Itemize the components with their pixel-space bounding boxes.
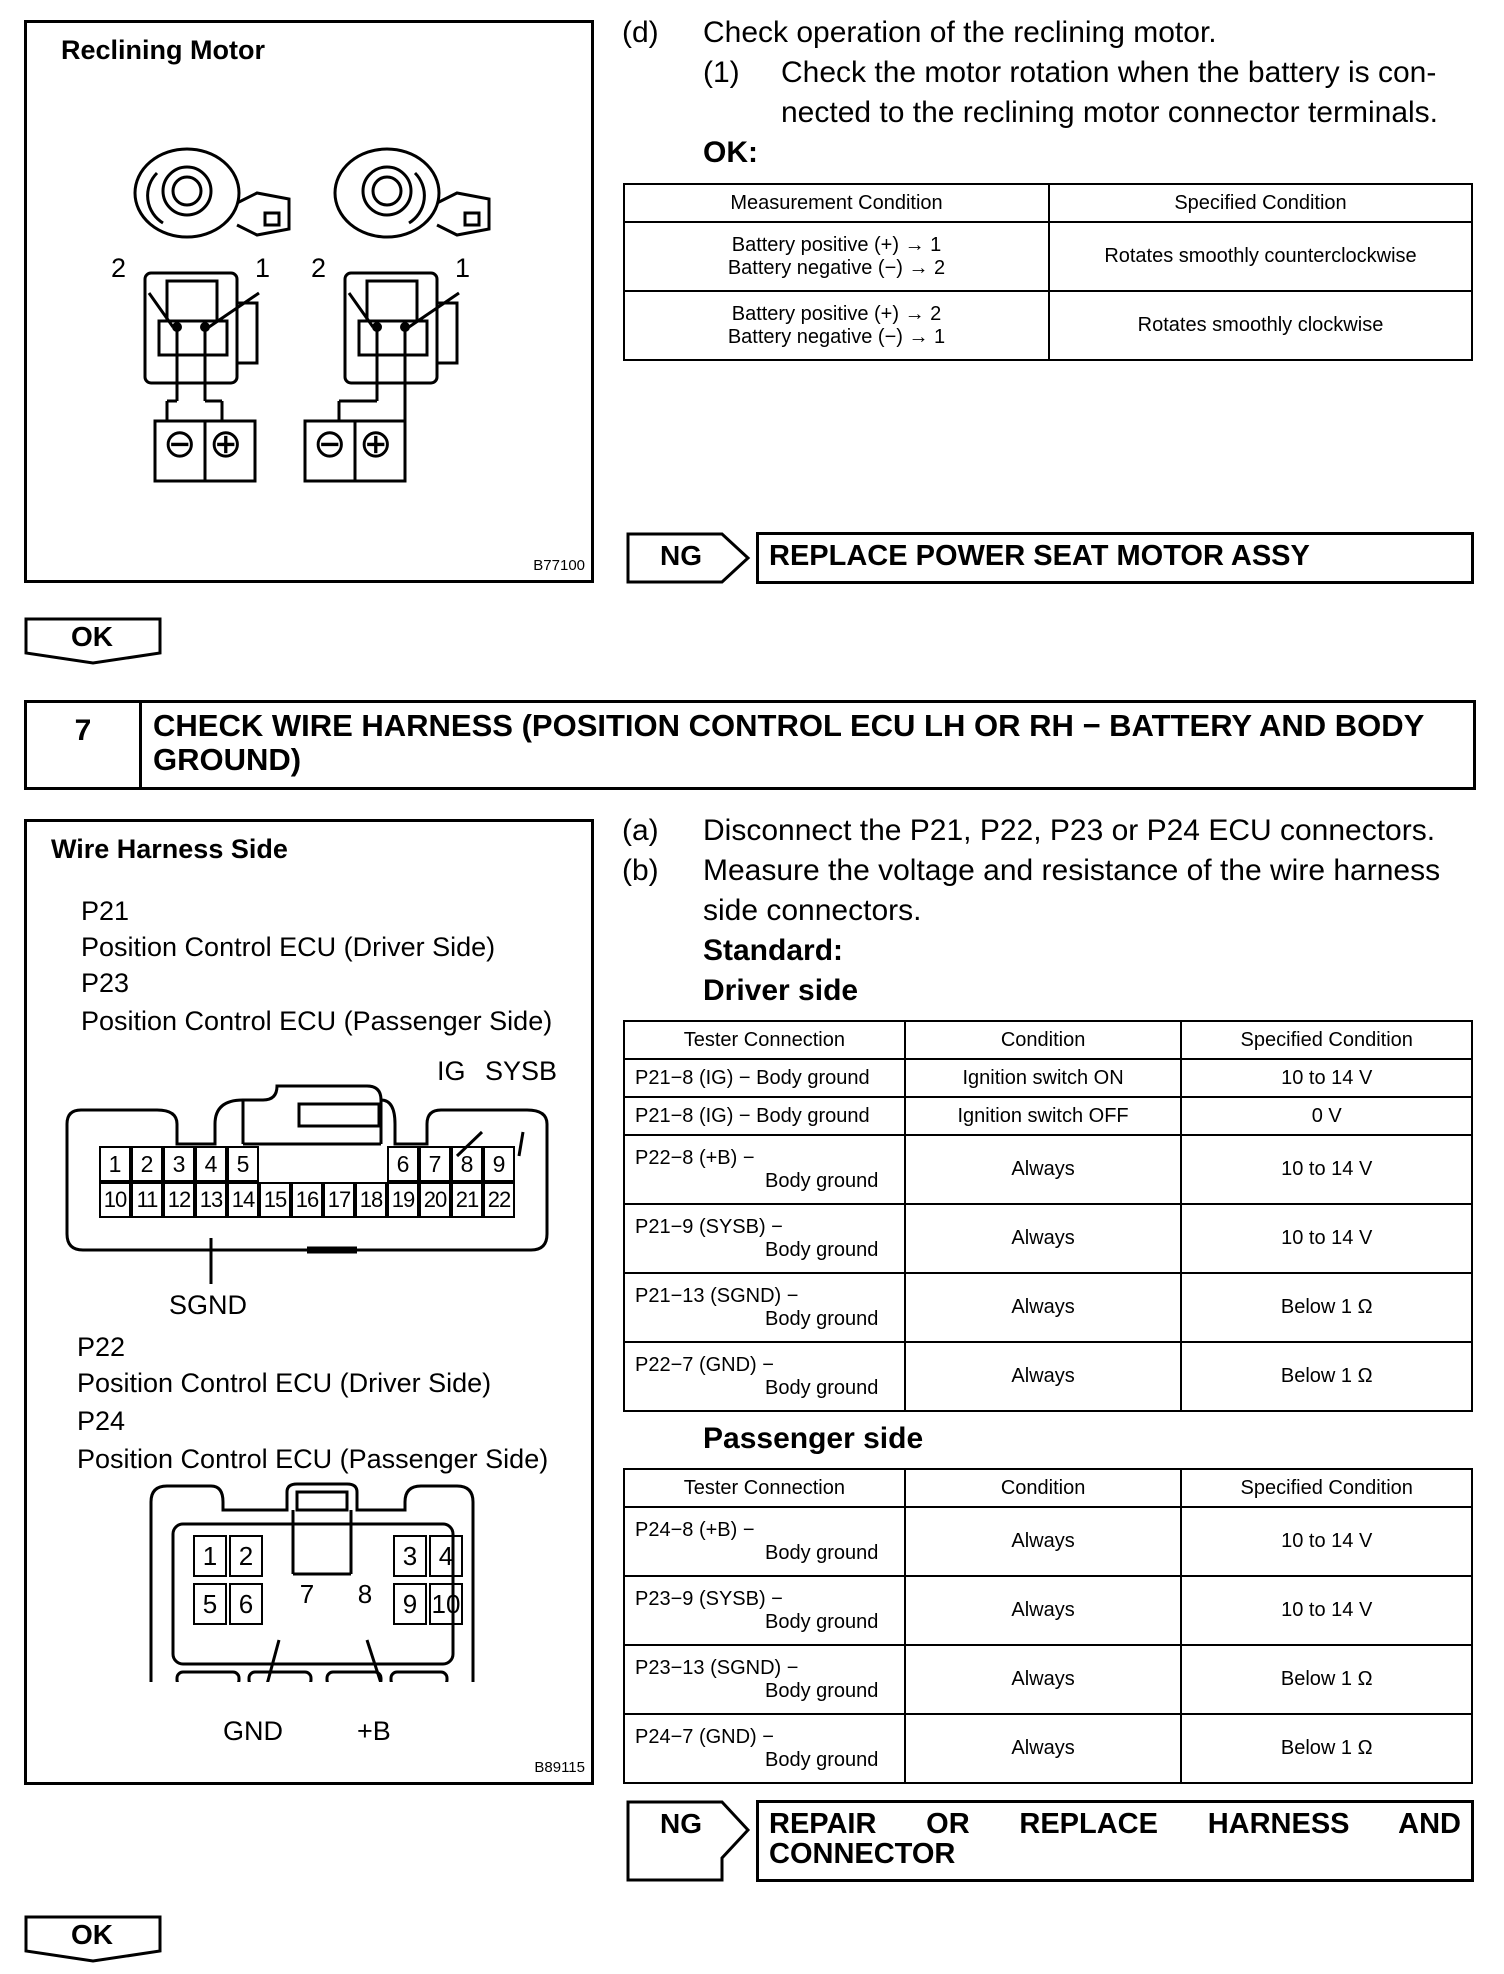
- connection-line1: P24−7 (GND) −: [635, 1725, 774, 1748]
- figure-title: Wire Harness Side: [51, 834, 288, 864]
- pin-cell: 8: [357, 1579, 373, 1609]
- pin-cell: 4: [195, 1146, 227, 1182]
- step-d1-label: (1): [703, 56, 740, 89]
- condition-cell: Always: [905, 1507, 1182, 1576]
- specified-condition-cell: 10 to 14 V: [1181, 1059, 1472, 1097]
- step-d-label: (d): [622, 16, 659, 49]
- pin-cell: 3: [163, 1146, 195, 1182]
- passenger-side-label: Passenger side: [703, 1422, 924, 1455]
- tester-connection-cell: [624, 1059, 905, 1097]
- pin-cell: 12: [163, 1182, 195, 1218]
- pin-cell: 10: [99, 1182, 131, 1218]
- tester-connection-cell: [624, 1097, 905, 1135]
- pin-cell: 9: [393, 1583, 427, 1625]
- battery-positive-right: ⊕: [359, 422, 393, 466]
- ng-action-line1: REPAIR OR REPLACE HARNESS AND: [769, 1808, 1461, 1840]
- step-a-label: (a): [622, 814, 659, 847]
- connection-line1: P21−8 (IG) − Body ground: [635, 1104, 870, 1127]
- header-cell: Condition: [905, 1021, 1182, 1059]
- specified-condition-cell: 10 to 14 V: [1181, 1576, 1472, 1645]
- step-d1-line1: Check the motor rotation when the battery is con-: [781, 56, 1437, 89]
- table-row: [624, 1645, 1472, 1714]
- connection-line1: P24−8 (+B) −: [635, 1518, 755, 1541]
- table-row: [624, 291, 1472, 360]
- tester-connection-cell: [624, 1273, 905, 1342]
- sysb-pin-label: SYSB: [485, 1056, 558, 1086]
- connector-10-pin-diagram: [27, 1462, 591, 1682]
- ig-pin-label: IG: [437, 1056, 466, 1086]
- figure-code: B77100: [533, 557, 585, 574]
- battery-negative-left: ⊖: [163, 422, 197, 466]
- table-row: [624, 1059, 1472, 1097]
- pin-cell: 2: [229, 1535, 263, 1577]
- pin-cell: 20: [419, 1182, 451, 1218]
- passenger-side-table: [623, 1468, 1473, 1784]
- specified-condition-cell: Below 1 Ω: [1181, 1645, 1472, 1714]
- connector-p22-label: P22: [77, 1332, 126, 1362]
- driver-side-table: [623, 1020, 1473, 1412]
- connection-line2: Body ground: [765, 1748, 879, 1771]
- ok-label: OK: [71, 621, 113, 652]
- table-row: [624, 222, 1472, 291]
- step-b-line1: Measure the voltage and resistance of the wire harness: [703, 854, 1441, 887]
- pin-cell: 2: [131, 1146, 163, 1182]
- pin-cell: 8: [451, 1146, 483, 1182]
- specified-condition-cell: Below 1 Ω: [1181, 1273, 1472, 1342]
- header-cell: Specified Condition: [1181, 1021, 1472, 1059]
- gnd-pin-label: GND: [223, 1716, 283, 1746]
- condition-cell: Always: [905, 1714, 1182, 1783]
- connector-p23-desc: Position Control ECU (Passenger Side): [81, 1006, 553, 1036]
- sgnd-pin-label: SGND: [169, 1290, 248, 1320]
- header-specified-condition: Specified Condition: [1049, 184, 1472, 222]
- connector-p24-desc: Position Control ECU (Passenger Side): [77, 1444, 549, 1474]
- condition-line2: Battery negative (−) → 2: [727, 256, 946, 279]
- pin-cell: 16: [291, 1182, 323, 1218]
- tester-connection-cell: [624, 1507, 905, 1576]
- connection-line1: P21−8 (IG) − Body ground: [635, 1066, 870, 1089]
- header-cell: Tester Connection: [624, 1469, 905, 1507]
- battery-negative-right: ⊖: [313, 422, 347, 466]
- table-row: [624, 1204, 1472, 1273]
- pin-cell: 10: [429, 1583, 463, 1625]
- terminal-1-label-right: 1: [455, 253, 471, 283]
- pin-cell: 6: [387, 1146, 419, 1182]
- condition-cell: Always: [905, 1135, 1182, 1204]
- step-b-label: (b): [622, 854, 659, 887]
- step-7-header: [24, 700, 1476, 790]
- step-number: 7: [27, 703, 142, 787]
- specified-condition-cell: Below 1 Ω: [1181, 1342, 1472, 1411]
- pin-cell: 18: [355, 1182, 387, 1218]
- ok-tab-1: [24, 617, 164, 667]
- connection-line2: Body ground: [765, 1376, 879, 1399]
- specified-condition-cell: 10 to 14 V: [1181, 1135, 1472, 1204]
- result-cell: Rotates smoothly counterclockwise: [1049, 222, 1472, 291]
- pin-cell: 13: [195, 1182, 227, 1218]
- tester-connection-cell: [624, 1342, 905, 1411]
- ok-criteria-label: OK:: [703, 136, 758, 169]
- pin-cell: 17: [323, 1182, 355, 1218]
- condition-cell: Ignition switch OFF: [905, 1097, 1182, 1135]
- tester-connection-cell: [624, 1204, 905, 1273]
- pin-cell: 1: [193, 1535, 227, 1577]
- connector-p21-label: P21: [81, 896, 130, 926]
- connection-line1: P22−7 (GND) −: [635, 1353, 774, 1376]
- terminal-2-label-left: 2: [111, 253, 127, 283]
- connector-p21-desc: Position Control ECU (Driver Side): [81, 932, 496, 962]
- pin-cell: 1: [99, 1146, 131, 1182]
- ng-action: REPLACE POWER SEAT MOTOR ASSY: [756, 532, 1474, 584]
- connection-line2: Body ground: [765, 1307, 879, 1330]
- specified-condition-cell: 0 V: [1181, 1097, 1472, 1135]
- pin-cell: 22: [483, 1182, 515, 1218]
- connection-line1: P21−9 (SYSB) −: [635, 1215, 783, 1238]
- pin-cell: 15: [259, 1182, 291, 1218]
- pin-cell: 7: [299, 1579, 315, 1609]
- pin-cell: 21: [451, 1182, 483, 1218]
- connector-p22-desc: Position Control ECU (Driver Side): [77, 1368, 492, 1398]
- connection-line1: P23−13 (SGND) −: [635, 1656, 799, 1679]
- specified-condition-cell: 10 to 14 V: [1181, 1507, 1472, 1576]
- figure-code: B89115: [534, 1759, 585, 1776]
- specified-condition-cell: 10 to 14 V: [1181, 1204, 1472, 1273]
- condition-cell: Always: [905, 1342, 1182, 1411]
- pin-cell: 6: [229, 1583, 263, 1625]
- step-d1-line2: nected to the reclining motor connector terminals.: [781, 96, 1438, 129]
- figure-title: Reclining Motor: [61, 35, 265, 65]
- connection-line2: Body ground: [765, 1679, 879, 1702]
- pin-cell: 9: [483, 1146, 515, 1182]
- connection-line1: P22−8 (+B) −: [635, 1146, 755, 1169]
- pin-cell: 4: [429, 1535, 463, 1577]
- header-cell: Specified Condition: [1181, 1469, 1472, 1507]
- tester-connection-cell: [624, 1645, 905, 1714]
- step-a-text: Disconnect the P21, P22, P23 or P24 ECU connectors.: [703, 814, 1436, 847]
- pin-cell: 14: [227, 1182, 259, 1218]
- pin-cell: 19: [387, 1182, 419, 1218]
- ng-action: [756, 1800, 1474, 1882]
- table-row: [624, 1714, 1472, 1783]
- result-cell: Rotates smoothly clockwise: [1049, 291, 1472, 360]
- pin-cell: 5: [227, 1146, 259, 1182]
- pin-cell: 7: [419, 1146, 451, 1182]
- plus-b-pin-label: +B: [357, 1716, 391, 1746]
- connector-p23-label: P23: [81, 968, 130, 998]
- connection-line1: P21−13 (SGND) −: [635, 1284, 799, 1307]
- standard-label: Standard:: [703, 934, 844, 967]
- ng-tag: NG: [660, 540, 702, 571]
- condition-cell: Always: [905, 1273, 1182, 1342]
- table-row: [624, 1507, 1472, 1576]
- pin-cell: 5: [193, 1583, 227, 1625]
- ng-tag: NG: [660, 1808, 702, 1839]
- header-cell: Condition: [905, 1469, 1182, 1507]
- header-cell: Tester Connection: [624, 1021, 905, 1059]
- table-row: [624, 1135, 1472, 1204]
- pin-cell: 11: [131, 1182, 163, 1218]
- connection-line2: Body ground: [765, 1169, 879, 1192]
- terminal-2-label-right: 2: [311, 253, 327, 283]
- condition-cell: Always: [905, 1204, 1182, 1273]
- condition-line1: Battery positive (+) → 2: [731, 302, 942, 325]
- ng-result-2: [626, 1800, 1474, 1882]
- wire-harness-figure: [24, 819, 594, 1785]
- connection-line2: Body ground: [765, 1610, 879, 1633]
- connection-line2: Body ground: [765, 1238, 879, 1261]
- tester-connection-cell: [624, 1576, 905, 1645]
- condition-line2: Battery negative (−) → 1: [727, 325, 946, 348]
- header-measurement-condition: Measurement Condition: [624, 184, 1049, 222]
- connection-line2: Body ground: [765, 1541, 879, 1564]
- ok-label: OK: [71, 1919, 113, 1950]
- specified-condition-cell: Below 1 Ω: [1181, 1714, 1472, 1783]
- tester-connection-cell: [624, 1714, 905, 1783]
- table-row: [624, 1576, 1472, 1645]
- condition-line1: Battery positive (+) → 1: [731, 233, 942, 256]
- driver-side-label: Driver side: [703, 974, 859, 1007]
- table-row: [624, 1097, 1472, 1135]
- terminal-1-label-left: 1: [255, 253, 271, 283]
- ng-result-1: [626, 532, 1474, 584]
- condition-cell: Always: [905, 1645, 1182, 1714]
- condition-cell: Always: [905, 1576, 1182, 1645]
- reclining-motor-diagram: [27, 23, 591, 580]
- pin-cell: 3: [393, 1535, 427, 1577]
- step-d-text: Check operation of the reclining motor.: [703, 16, 1217, 49]
- table-row: [624, 1342, 1472, 1411]
- motor-spec-table: [623, 183, 1473, 361]
- ng-action-line2: CONNECTOR: [769, 1838, 956, 1870]
- step-b-line2: side connectors.: [703, 894, 922, 927]
- reclining-motor-figure: [24, 20, 594, 583]
- table-row: [624, 1273, 1472, 1342]
- battery-positive-left: ⊕: [209, 422, 243, 466]
- condition-cell: Ignition switch ON: [905, 1059, 1182, 1097]
- ok-tab-2: [24, 1915, 164, 1965]
- connector-p24-label: P24: [77, 1406, 126, 1436]
- connection-line1: P23−9 (SYSB) −: [635, 1587, 783, 1610]
- tester-connection-cell: [624, 1135, 905, 1204]
- step-title: CHECK WIRE HARNESS (POSITION CONTROL ECU LH OR RH − BATTERY AND BODY GROUND): [153, 708, 1424, 777]
